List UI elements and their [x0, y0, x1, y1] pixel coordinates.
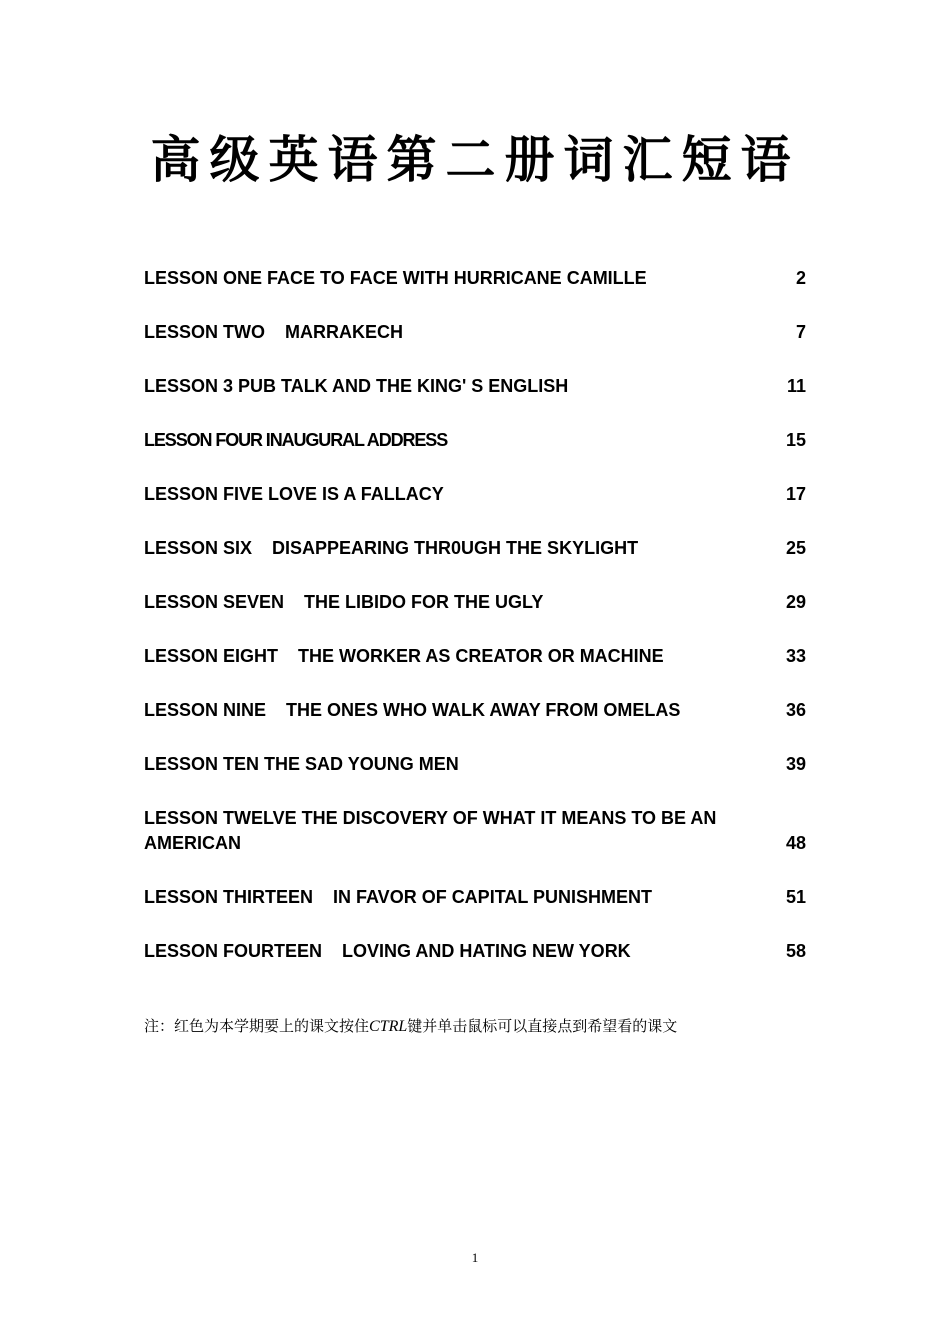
toc-entry-title[interactable]: LESSON TWELVE THE DISCOVERY OF WHAT IT MEANS TO BE AN AMERICAN	[144, 808, 721, 853]
toc-entry[interactable]	[144, 374, 806, 399]
toc-entry-title[interactable]: LESSON EIGHT THE WORKER AS CREATOR OR MACHINE	[144, 646, 664, 666]
toc-entry-title[interactable]: LESSON FOUR INAUGURAL ADDRESS	[144, 430, 448, 450]
document-title: 高级英语第二册词汇短语	[150, 130, 800, 189]
toc-entry-page: 36	[785, 700, 806, 720]
toc-entry[interactable]	[144, 752, 806, 777]
toc-entry[interactable]	[144, 536, 806, 561]
toc-entry-page: 15	[785, 430, 806, 450]
toc-entry-title[interactable]: LESSON THIRTEEN IN FAVOR OF CAPITAL PUNISHMENT	[144, 887, 653, 907]
toc-entry[interactable]	[144, 590, 806, 615]
toc-entry-title[interactable]: LESSON TEN THE SAD YOUNG MEN	[144, 754, 459, 774]
toc-entry-title[interactable]: LESSON FIVE LOVE IS A FALLACY	[144, 484, 444, 504]
toc-entry-page: 51	[785, 887, 806, 907]
toc-entry-page: 17	[785, 484, 806, 504]
toc-entry-page: 39	[785, 754, 806, 774]
toc-entry-title[interactable]: LESSON ONE FACE TO FACE WITH HURRICANE CAMILLE	[144, 268, 647, 288]
toc-entry[interactable]	[144, 266, 806, 291]
toc-entry[interactable]	[144, 698, 806, 723]
toc-entry[interactable]	[144, 428, 806, 453]
toc-entry-title[interactable]: LESSON TWO MARRAKECH	[144, 322, 403, 342]
table-of-contents	[144, 266, 806, 993]
toc-entry[interactable]	[144, 885, 806, 910]
toc-entry-title[interactable]: LESSON 3 PUB TALK AND THE KING' S ENGLISH	[144, 376, 569, 396]
toc-entry[interactable]	[144, 482, 806, 507]
toc-entry[interactable]	[144, 806, 806, 856]
toc-entry-page: 2	[795, 268, 806, 288]
toc-entry-title[interactable]: LESSON SEVEN THE LIBIDO FOR THE UGLY	[144, 592, 544, 612]
note-key: CTRL	[369, 1018, 408, 1035]
toc-entry[interactable]	[144, 320, 806, 345]
toc-entry[interactable]	[144, 939, 806, 964]
toc-entry-title[interactable]: LESSON SIX DISAPPEARING THR0UGH THE SKYLIGHT	[144, 538, 639, 558]
toc-entry-page: 29	[785, 592, 806, 612]
toc-entry-page: 48	[785, 833, 806, 853]
toc-entry-title[interactable]: LESSON NINE THE ONES WHO WALK AWAY FROM OMELAS	[144, 700, 681, 720]
page-number: 1	[471, 1250, 479, 1265]
toc-entry[interactable]	[144, 644, 806, 669]
toc-entry-title[interactable]: LESSON FOURTEEN LOVING AND HATING NEW YORK	[144, 941, 631, 961]
instruction-note	[144, 1014, 677, 1039]
toc-entry-page: 58	[785, 941, 806, 961]
note-text-before: 注：红色为本学期要上的课文按住	[144, 1017, 370, 1035]
toc-entry-page: 11	[786, 376, 806, 396]
note-text-after: 键并单击鼠标可以直接点到希望看的课文	[407, 1017, 678, 1035]
toc-entry-page: 33	[785, 646, 806, 666]
toc-entry-page: 7	[795, 322, 806, 342]
toc-entry-page: 25	[785, 538, 806, 558]
